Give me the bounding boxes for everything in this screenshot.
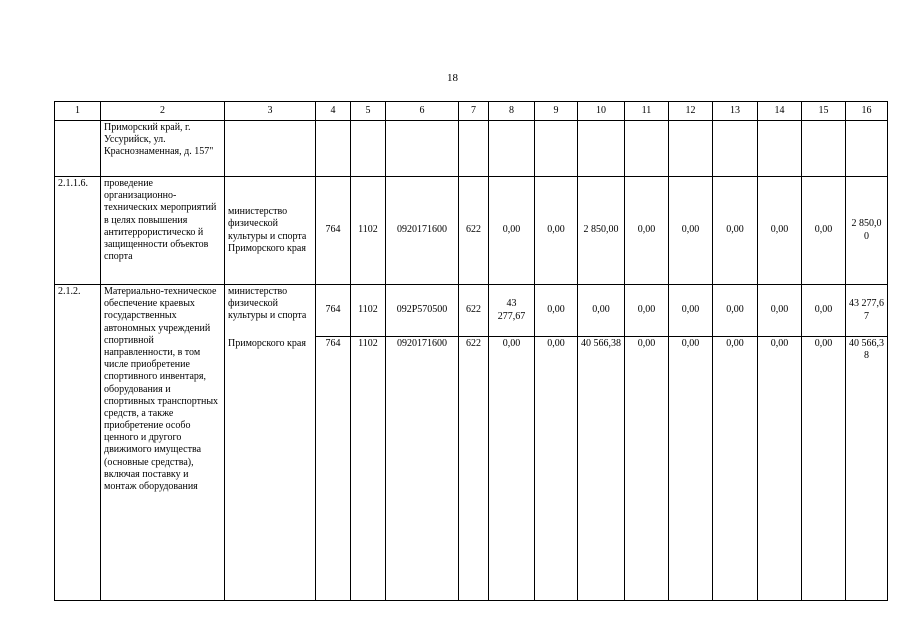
- column-header: 3: [225, 102, 316, 121]
- cell-value: 0,00: [578, 285, 625, 337]
- cell-empty: [459, 121, 489, 177]
- cell-value: 0,00: [535, 337, 578, 601]
- cell-value: 40 566,38: [578, 337, 625, 601]
- cell-value: 1102: [351, 285, 386, 337]
- cell-code: [55, 121, 101, 177]
- cell-description: Материально-техническое обеспечение краевых государственных автономных учреждений спортивной направленности, в том числе приобретение спортивного инвентаря, оборудования и спортивных транспортных средств, а также приобретение особо ценного и другого движимого имущества (основные средства), включая поставку и монтаж оборудования: [101, 285, 225, 601]
- cell-value: 43 277,67: [489, 285, 535, 337]
- cell-empty: [713, 121, 758, 177]
- cell-code: 2.1.2.: [55, 285, 101, 601]
- cell-value: 0,00: [802, 337, 846, 601]
- cell-empty: [316, 121, 351, 177]
- cell-value: 622: [459, 337, 489, 601]
- cell-empty: [535, 121, 578, 177]
- cell-value: 0,00: [802, 177, 846, 285]
- column-header: 5: [351, 102, 386, 121]
- cell-empty: [758, 121, 802, 177]
- cell-value: 0920171600: [386, 337, 459, 601]
- cell-ministry: министерство физической культуры и спорта Приморского края: [225, 177, 316, 285]
- cell-value: 764: [316, 337, 351, 601]
- cell-value: 2 850,00: [578, 177, 625, 285]
- cell-empty: [386, 121, 459, 177]
- cell-value: 622: [459, 285, 489, 337]
- table-row-2-1-2: [55, 285, 888, 337]
- cell-value: 0,00: [669, 337, 713, 601]
- column-header: 15: [802, 102, 846, 121]
- column-header: 8: [489, 102, 535, 121]
- page-number: 18: [447, 72, 458, 84]
- cell-value: 0,00: [758, 337, 802, 601]
- cell-value: 0,00: [535, 285, 578, 337]
- cell-value: 0,00: [625, 337, 669, 601]
- cell-value: 0,00: [669, 177, 713, 285]
- cell-value: 0,00: [713, 285, 758, 337]
- cell-value: 0920171600: [386, 177, 459, 285]
- cell-empty: [578, 121, 625, 177]
- cell-value: 764: [316, 177, 351, 285]
- cell-value: 764: [316, 285, 351, 337]
- column-header: 10: [578, 102, 625, 121]
- column-header: 4: [316, 102, 351, 121]
- column-header: 11: [625, 102, 669, 121]
- cell-value: 1102: [351, 337, 386, 601]
- budget-table: [54, 101, 888, 601]
- cell-value: 0,00: [802, 285, 846, 337]
- table-row-continuation: [55, 121, 888, 177]
- column-header: 6: [386, 102, 459, 121]
- cell-empty: [802, 121, 846, 177]
- cell-ministry: министерство физической культуры и спорта: [225, 285, 316, 337]
- cell-value: 43 277,6 7: [846, 285, 888, 337]
- cell-empty: [351, 121, 386, 177]
- cell-value: 0,00: [758, 285, 802, 337]
- cell-empty: [846, 121, 888, 177]
- cell-value: 0,00: [489, 177, 535, 285]
- column-header: 7: [459, 102, 489, 121]
- cell-ministry: [225, 121, 316, 177]
- column-header: 2: [101, 102, 225, 121]
- cell-value: 0,00: [669, 285, 713, 337]
- cell-value: 0,00: [713, 337, 758, 601]
- column-header: 14: [758, 102, 802, 121]
- column-header: 9: [535, 102, 578, 121]
- column-header: 16: [846, 102, 888, 121]
- table-row-2-1-1-6: [55, 177, 888, 285]
- cell-empty: [489, 121, 535, 177]
- cell-value: 622: [459, 177, 489, 285]
- cell-value: 0,00: [535, 177, 578, 285]
- cell-value: 0,00: [489, 337, 535, 601]
- cell-value: 0,00: [625, 177, 669, 285]
- cell-empty: [669, 121, 713, 177]
- cell-value: 0,00: [625, 285, 669, 337]
- column-header: 12: [669, 102, 713, 121]
- cell-ministry: Приморского края: [225, 337, 316, 601]
- cell-description: Приморский край, г. Уссурийск, ул. Краснознаменная, д. 157": [101, 121, 225, 177]
- column-header: 13: [713, 102, 758, 121]
- cell-code: 2.1.1.6.: [55, 177, 101, 285]
- header-row: [55, 102, 888, 121]
- cell-value: 1102: [351, 177, 386, 285]
- cell-empty: [625, 121, 669, 177]
- cell-value: 2 850,0 0: [846, 177, 888, 285]
- cell-value: 40 566,3 8: [846, 337, 888, 601]
- cell-value: 0,00: [713, 177, 758, 285]
- cell-value: 092P570500: [386, 285, 459, 337]
- cell-value: 0,00: [758, 177, 802, 285]
- cell-description: проведение организационно-технических мероприятий в целях повышения антитеррористическо й защищенности объектов спорта: [101, 177, 225, 285]
- column-header: 1: [55, 102, 101, 121]
